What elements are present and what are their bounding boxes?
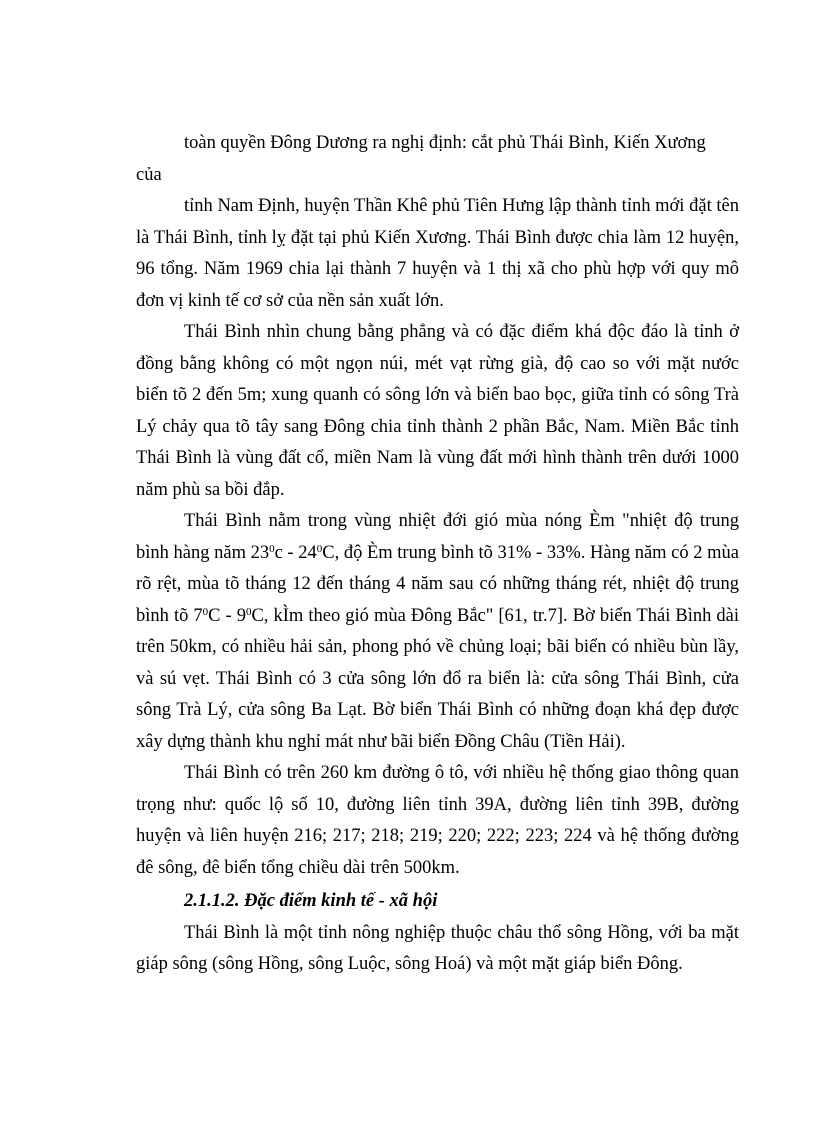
- intro-line-tail: của: [136, 164, 162, 185]
- paragraph-climate: [136, 506, 739, 758]
- degree-mark: 0: [316, 542, 323, 555]
- degree-mark: 0: [246, 605, 252, 618]
- climate-text-5: C, kÌm theo gió mùa Đông Bắc" [61, tr.7]. Bờ biển Thái Bình dài trên 50km, có nhiều hải sản, phong phó về chủng loại; bãi biển có nhiều bùn lầy, và sú vẹt. Thái Bình có 3 cửa sông lớn đổ ra biển là: cửa sông Thái Bình, cửa sông Trà Lý, cửa sông Ba Lạt. Bờ biển Thái Bình có những đoạn khá đẹp được xây dựng thành khu nghỉ mát như bãi biển Đồng Châu (Tiền Hải).: [136, 605, 740, 752]
- paragraph-transport: Thái Bình có trên 260 km đường ô tô, với nhiều hệ thống giao thông quan trọng như: quốc lộ số 10, đường liên tỉnh 39A, đường liên tỉnh 39B, đường huyện và liên huyện 216; 217; 218; 219; 220; 222; 223; 224 và hệ thống đường đê sông, đê biển tổng chiều dài trên 500km.: [136, 763, 739, 878]
- section-heading: 2.1.1.2. Đặc điểm kinh tế - xã hội: [184, 891, 438, 911]
- climate-text-3: C, độ Èm trung bình tõ 31% - 33%. Hàng năm có 2 mùa rõ rệt, mùa tõ tháng 12 đến tháng 4 năm sau có những tháng rét, nhiệt độ trung bình tõ 7: [136, 542, 740, 626]
- paragraph-administration: tỉnh Nam Định, huyện Thần Khê phủ Tiên Hưng lập thành tỉnh mới đặt tên là Thái Bình, tỉnh lỵ đặt tại phủ Kiến Xương. Thái Bình được chia làm 12 huyện, 96 tổng. Năm 1969 chia lại thành 7 huyện và 1 thị xã cho phù hợp với quy mô đơn vị kinh tế cơ sở của nền sản xuất lớn.: [136, 196, 739, 311]
- climate-text-2: c - 24: [274, 542, 317, 563]
- paragraph-economy: Thái Bình là một tỉnh nông nghiệp thuộc châu thổ sông Hồng, với ba mặt giáp sông (sông Hồng, sông Luộc, sông Hoá) và một mặt giáp biển Đông.: [136, 922, 739, 974]
- degree-mark: 0: [202, 605, 209, 618]
- paragraph-geography: Thái Bình nhìn chung bằng phẳng và có đặc điểm khá độc đáo là tỉnh ở đồng bằng không có một ngọn núi, mét vạt rừng già, độ cao so với mặt nước biển tõ 2 đến 5m; xung quanh có sông lớn và biển bao bọc, giữa tỉnh có sông Trà Lý chảy qua tõ tây sang Đông chia tỉnh thành 2 phần Bắc, Nam. Miền Bắc tỉnh Thái Bình là vùng đất cổ, miền Nam là vùng đất mới hình thành trên dưới 1000 năm phù sa bồi đắp.: [136, 322, 739, 500]
- text-body: [136, 128, 739, 981]
- climate-text-1: Thái Bình nằm trong vùng nhiệt đới gió mùa nóng Èm "nhiệt độ trung bình hàng năm 23: [136, 511, 739, 563]
- intro-line: toàn quyền Đông Dương ra nghị định: cắt phủ Thái Bình, Kiến Xương: [184, 133, 706, 153]
- degree-mark: 0: [269, 542, 275, 555]
- climate-text-4: C - 9: [208, 605, 246, 626]
